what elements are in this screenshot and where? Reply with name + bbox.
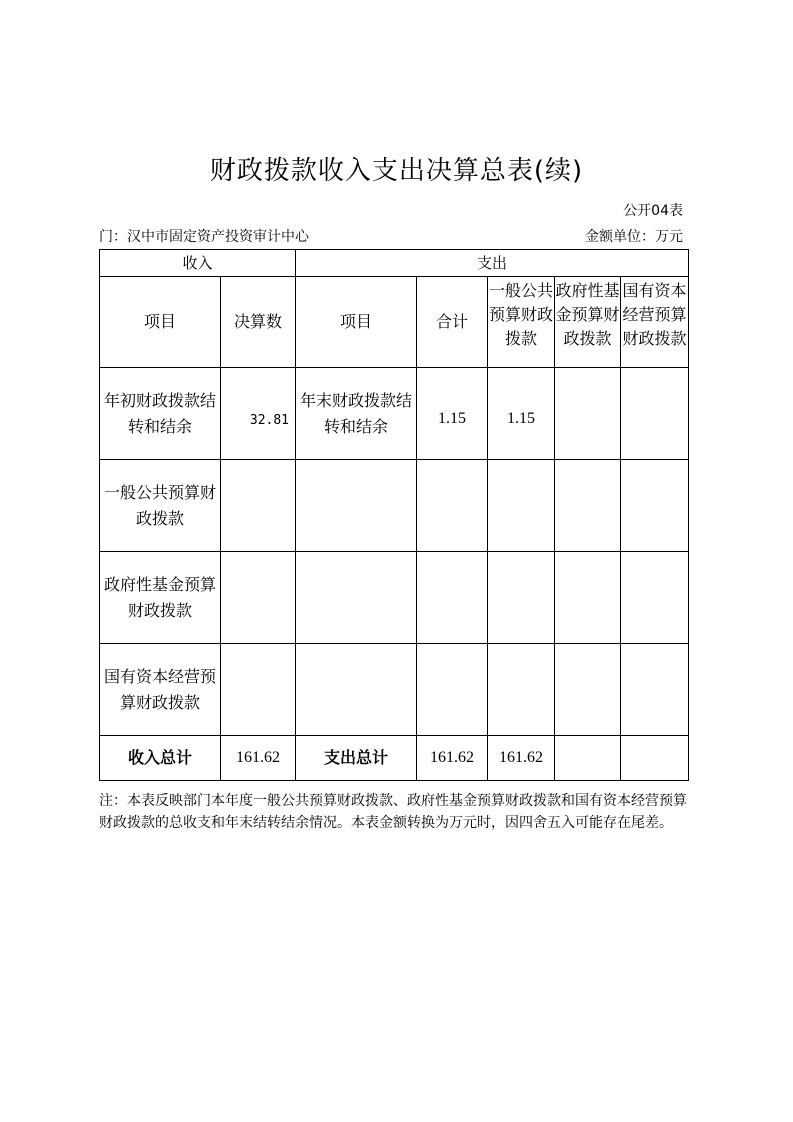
total-cell bbox=[417, 552, 488, 644]
income-item-cell: 政府性基金预算财政拨款 bbox=[100, 552, 221, 644]
expense-total-amount: 161.62 bbox=[417, 736, 488, 781]
col-total: 合计 bbox=[417, 277, 488, 368]
total-cell: 1.15 bbox=[417, 368, 488, 460]
income-item-cell: 国有资本经营预算财政拨款 bbox=[100, 644, 221, 736]
state-capital-total bbox=[621, 736, 689, 781]
income-total-label: 收入总计 bbox=[100, 736, 221, 781]
budget-table bbox=[99, 249, 689, 781]
general-budget-cell bbox=[488, 460, 555, 552]
income-amount-cell: 32.81 bbox=[221, 368, 296, 460]
income-section-header: 收入 bbox=[100, 250, 296, 277]
col-general-budget: 一般公共预算财政拨款 bbox=[488, 277, 555, 368]
expense-section-header: 支出 bbox=[296, 250, 689, 277]
footnote: 注：本表反映部门本年度一般公共预算财政拨款、政府性基金预算财政拨款和国有资本经营预算财政拨款的总收支和年末结转结余情况。本表金额转换为万元时，因四舍五入可能存在尾差。 bbox=[99, 793, 687, 831]
col-gov-fund: 政府性基金预算财政拨款 bbox=[555, 277, 621, 368]
section-header-row bbox=[100, 250, 689, 277]
expense-item-cell bbox=[296, 552, 417, 644]
table-row bbox=[100, 644, 689, 736]
income-amount-cell bbox=[221, 552, 296, 644]
department-label: 门：汉中市固定资产投资审计中心 bbox=[99, 229, 309, 245]
col-income-item: 项目 bbox=[100, 277, 221, 368]
table-row bbox=[100, 552, 689, 644]
gov-fund-cell bbox=[555, 460, 621, 552]
state-capital-cell bbox=[621, 644, 689, 736]
general-budget-cell: 1.15 bbox=[488, 368, 555, 460]
gov-fund-cell bbox=[555, 368, 621, 460]
income-amount-cell bbox=[221, 460, 296, 552]
expense-total-label: 支出总计 bbox=[296, 736, 417, 781]
form-code: 公开04表 bbox=[623, 203, 683, 219]
state-capital-cell bbox=[621, 460, 689, 552]
unit-label: 金额单位：万元 bbox=[585, 229, 683, 245]
col-state-capital: 国有资本经营预算财政拨款 bbox=[621, 277, 689, 368]
table-row bbox=[100, 368, 689, 460]
expense-item-cell: 年末财政拨款结转和结余 bbox=[296, 368, 417, 460]
state-capital-cell bbox=[621, 368, 689, 460]
gov-fund-total bbox=[555, 736, 621, 781]
total-cell bbox=[417, 644, 488, 736]
expense-item-cell bbox=[296, 460, 417, 552]
state-capital-cell bbox=[621, 552, 689, 644]
totals-row bbox=[100, 736, 689, 781]
income-total-amount: 161.62 bbox=[221, 736, 296, 781]
page-title: 财政拨款收入支出决算总表(续) bbox=[209, 156, 584, 186]
gov-fund-cell bbox=[555, 552, 621, 644]
income-amount-cell bbox=[221, 644, 296, 736]
general-budget-cell bbox=[488, 644, 555, 736]
general-budget-cell bbox=[488, 552, 555, 644]
gov-fund-cell bbox=[555, 644, 621, 736]
column-header-row bbox=[100, 277, 689, 368]
col-income-amount: 决算数 bbox=[221, 277, 296, 368]
expense-item-cell bbox=[296, 644, 417, 736]
col-expense-item: 项目 bbox=[296, 277, 417, 368]
total-cell bbox=[417, 460, 488, 552]
table-row bbox=[100, 460, 689, 552]
income-item-cell: 年初财政拨款结转和结余 bbox=[100, 368, 221, 460]
general-budget-total: 161.62 bbox=[488, 736, 555, 781]
income-item-cell: 一般公共预算财政拨款 bbox=[100, 460, 221, 552]
